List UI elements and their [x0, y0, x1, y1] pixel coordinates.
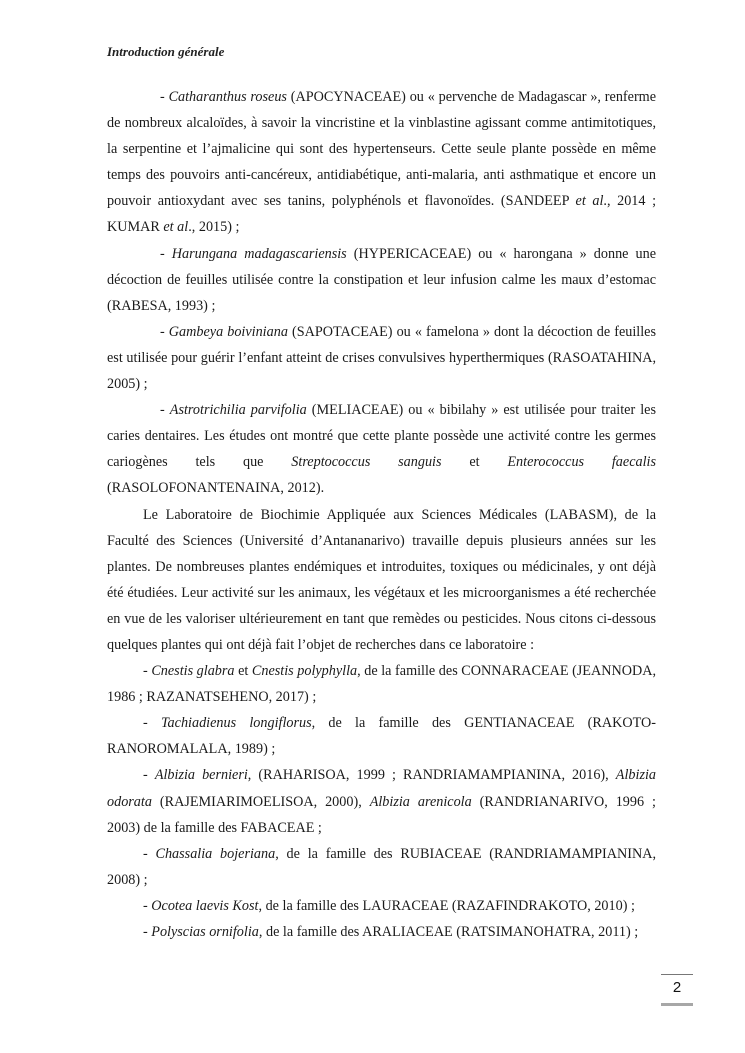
- paragraph-p8: [107, 762, 656, 840]
- text-run: -: [143, 924, 152, 940]
- text-run: , de la famille des ARALIACEAE (RATSIMANOHATRA, 2011) ;: [258, 924, 639, 940]
- italic-term: Astrotrichilia parvifolia: [169, 402, 307, 419]
- text-run: (MELIACEAE) ou « bibilahy » est utilisée pour traiter les caries dentaires. Les études ont montré que cette plante possède une activité contre les germes cariogènes tels que: [107, 402, 656, 471]
- running-header: Introduction générale: [107, 44, 225, 59]
- text-run: (RAJEMIARIMOELISOA, 2000),: [151, 793, 370, 810]
- italic-term: Harungana madagascariensis: [171, 245, 347, 262]
- text-run: -: [160, 402, 170, 419]
- text-run: -: [160, 323, 169, 340]
- paragraph-p6: [107, 658, 656, 710]
- italic-term: Enterococcus faecalis: [507, 454, 656, 471]
- text-run: -: [143, 767, 155, 784]
- text-run: Le Laboratoire de Biochimie Appliquée aux Sciences Médicales (LABASM), de la Faculté des Sciences (Université d’Antananarivo) travaille depuis plusieurs années sur les plantes. De nombreuses plantes endémiques et introduites, toxiques ou médicinales, y ont déjà été étudiées. Leur activité sur les animaux, les végétaux et les microorganismes a été recherchée en vue de les valoriser ultérieurement en tant que remèdes ou pesticides. Nous citons ci-dessous quelques plantes qui ont déjà fait l’objet de recherches dans ce laboratoire :: [107, 506, 656, 653]
- text-run: et: [441, 454, 508, 471]
- text-run: (HYPERICACEAE) ou « harongana » donne une décoction de feuilles utilisée contre la constipation et leur infusion calme les maux d’estomac (RABESA, 1993) ;: [107, 245, 656, 314]
- italic-term: Ocotea laevis Kost: [151, 897, 259, 914]
- italic-term: Cnestis glabra: [151, 663, 235, 680]
- text-run: , de la famille des GENTIANACEAE (RAKOTO-RANOROMALALA, 1989) ;: [107, 715, 656, 758]
- italic-term: et al: [575, 193, 604, 210]
- italic-term: Albizia arenicola: [369, 793, 472, 810]
- paragraph-p7: [107, 710, 656, 762]
- text-run: , de la famille des CONNARACEAE (JEANNODA, 1986 ; RAZANATSEHENO, 2017) ;: [107, 663, 656, 706]
- text-run: et: [234, 663, 252, 680]
- italic-term: Albizia bernieri: [154, 767, 248, 784]
- text-run: ., 2015) ;: [188, 219, 240, 236]
- text-run: (RASOLOFONANTENAINA, 2012).: [107, 480, 325, 497]
- text-run: (SAPOTACEAE) ou « famelona » dont la décoction de feuilles est utilisée pour guérir l’enfant atteint de crises convulsives hyperthermiques (RASOATAHINA, 2005) ;: [107, 323, 656, 393]
- text-run: -: [160, 245, 172, 262]
- paragraph-p9: [107, 841, 656, 893]
- italic-term: Cnestis polyphylla: [251, 663, 358, 680]
- paragraph-p4: [107, 397, 656, 501]
- italic-term: Catharanthus roseus: [168, 89, 287, 105]
- paragraph-p3: [107, 319, 656, 397]
- italic-term: et al: [163, 219, 189, 236]
- text-run: (RANDRIANARIVO, 1996 ; 2003) de la famille des FABACEAE ;: [107, 793, 656, 836]
- text-run: , (RAHARISOA, 1999 ; RANDRIAMAMPIANINA, 2016),: [247, 767, 616, 784]
- text-run: (APOCYNACEAE) ou « pervenche de Madagascar », renferme de nombreux alcaloïdes, à savoir la vincristine et la vinblastine agissant comme antimitotiques, la serpentine et l’ajmalicine qui sont des hypertenseurs. Cette seule plante possède en même temps des pouvoirs anti-cancéreux, antidiabétique, anti-malaria, anti asthmatique et encore un pouvoir antioxydant avec ses tanins, polyphénols et flavonoïdes. (SANDEEP: [107, 89, 656, 210]
- paragraph-p2: [107, 241, 656, 319]
- italic-term: Albizia odorata: [107, 767, 656, 810]
- italic-term: Tachiadienus longiflorus: [160, 715, 312, 732]
- italic-term: Chassalia bojeriana: [155, 845, 276, 862]
- body-text: [107, 84, 656, 945]
- text-run: , de la famille des LAURACEAE (RAZAFINDRAKOTO, 2010) ;: [258, 897, 635, 914]
- text-run: -: [143, 845, 156, 862]
- paragraph-p10: [107, 893, 656, 919]
- text-run: ., 2014 ; KUMAR: [107, 193, 657, 236]
- italic-term: Streptococcus sanguis: [291, 454, 442, 471]
- text-run: -: [143, 897, 152, 914]
- text-run: -: [143, 715, 161, 732]
- paragraph-p11: [107, 919, 656, 945]
- paragraph-p5: [107, 502, 656, 659]
- text-run: -: [160, 89, 169, 105]
- page-number: 2: [661, 974, 693, 1006]
- text-run: , de la famille des RUBIACEAE (RANDRIAMAMPIANINA, 2008) ;: [107, 845, 657, 888]
- text-run: -: [143, 663, 152, 680]
- italic-term: Gambeya boiviniana: [168, 323, 288, 340]
- paragraph-p1: [107, 84, 656, 241]
- italic-term: Polyscias ornifolia: [151, 924, 259, 940]
